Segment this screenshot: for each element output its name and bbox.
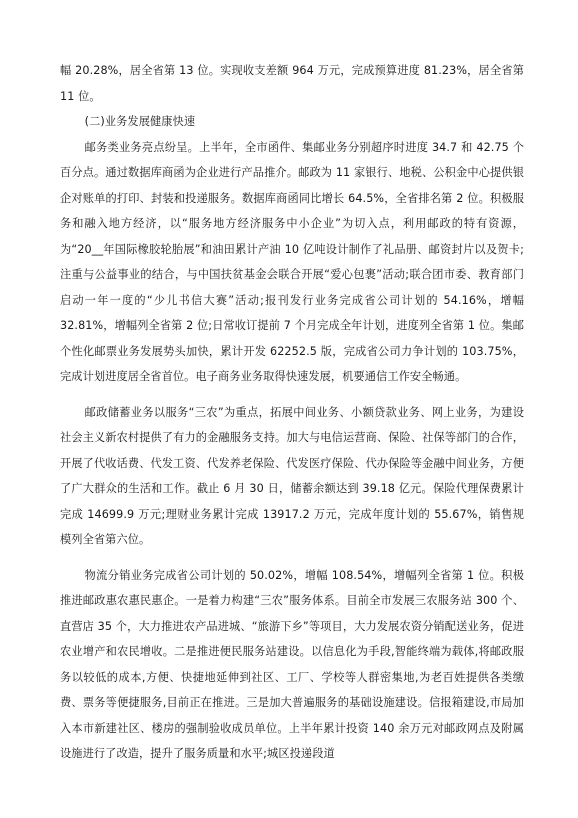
document-body — [60, 58, 524, 767]
section-heading: (二)业务发展健康快速 — [84, 115, 196, 128]
paragraph-postal-business: 邮务类业务亮点纷呈。上半年，全市函件、集邮业务分别超序时进度 34.7 和 42.75 个百分点。通过数据库商函为企业进行产品推介。邮政为 11 家银行、地税、公积金中心提供银企对账单的打印、封装和投递服务。数据库商函同比增长 64.5%，全省排名第 2 位。积极服务和融入地方经济，以“服务地方经济服务中小企业”为切入点，利用邮政的特有资源，为“20__年国际橡胶轮胎展”和油田累计产油 10 亿吨设计制作了礼品册、邮资封片以及贺卡;注重与公益事业的结合，与中国扶贫基金会联合开展“爱心包裹”活动;联合团市委、教育部门启动一年一度的“少儿书信大赛”活动;报刊发行业务完成省公司计划的 54.16%，增幅 32.81%，增幅列全省第 2 位;日常收订提前 7 个月完成全年计划，进度列全省第 1 位。集邮个性化邮票业务发展势头加快，累计开发 62252.5 版，完成省公司力争计划的 103.75%，完成计划进度居全省首位。电子商务业务取得快速发展，机要通信工作安全畅通。 — [60, 140, 525, 383]
paragraph-logistics-business: 物流分销业务完成省公司计划的 50.02%，增幅 108.54%，增幅列全省第 1 位。积极推进邮政惠农惠民惠企。一是着力构建“三农”服务体系。目前全市发展三农服务站 300 个、直营店 35 个，大力推进农产品进城、“旅游下乡”等项目，大力发展农资分销配送业务，促进农业增产和农民增收。二是推进便民服务站建设。以信息化为手段,智能终端为载体,将邮政服务以较低的成本,方便、快捷地延伸到社区、工厂、学校等人群密集地,为老百姓提供各类缴费、票务等便捷服务,目前正在推进。三是加大普遍服务的基础设施建设。信报箱建设,市局加入本市新建社区、楼房的强制验收成员单位。上半年累计投资 140 余万元对邮政网点及附属设施进行了改造，提升了服务质量和水平;城区投递段道 — [60, 568, 524, 760]
paragraph-continued: 幅 20.28%，居全省第 13 位。实现收支差额 964 万元，完成预算进度 81.23%，居全省第 11 位。 — [60, 64, 524, 103]
paragraph-savings-business: 邮政储蓄业务以服务“三农”为重点，拓展中间业务、小额贷款业务、网上业务，为建设社会主义新农村提供了有力的金融服务支持。加大与电信运营商、保险、社保等部门的合作，开展了代收话费、代发工资、代发养老保险、代发医疗保险、代办保险等金融中间业务，方便了广大群众的生活和工作。截止 6 月 30 日，储蓄余额达到 39.18 亿元。保险代理保费累计完成 14699.9 万元;理财业务累计完成 13917.2 万元，完成年度计划的 55.67%，销售规模列全省第六位。 — [60, 405, 524, 546]
